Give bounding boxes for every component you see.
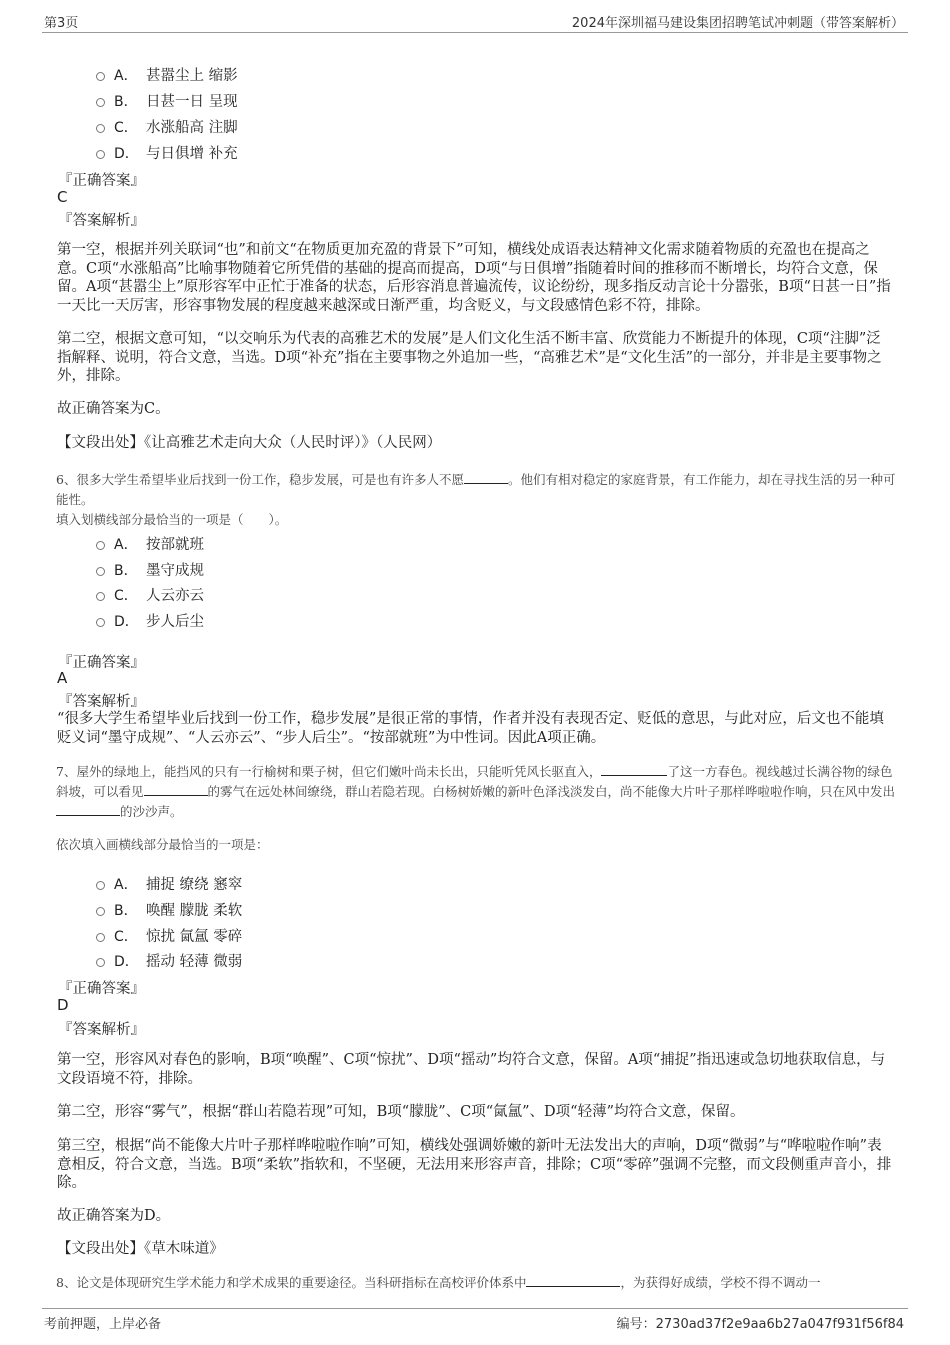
q7-option-c[interactable]: C． 惊扰 氤氲 零碎 [96, 925, 242, 946]
radio-icon[interactable] [96, 150, 105, 159]
q7-answer-label: 『正确答案』 [58, 981, 145, 997]
q6-stem: 6、很多大学生希望毕业后找到一份工作，稳步发展，可是也有许多人不愿 。他们有相对稳定的家庭背景，有工作能力，却在寻找生活的另一种可能性。 [56, 472, 896, 507]
q7-conclusion: 故正确答案为D。 [57, 1208, 171, 1224]
radio-icon[interactable] [96, 592, 105, 601]
q6-prompt: 填入划横线部分最恰当的一项是（ ）。 [56, 512, 288, 527]
radio-icon[interactable] [96, 958, 105, 967]
header-rule [42, 32, 908, 33]
q5-option-c[interactable]: C． 水涨船高 注脚 [96, 116, 238, 137]
q7-source: 【文段出处】《草木味道》 [57, 1241, 224, 1257]
q6-answer: A [57, 669, 68, 687]
q5-conclusion: 故正确答案为C。 [57, 401, 170, 417]
q7-option-b[interactable]: B． 唤醒 朦胧 柔软 [96, 899, 242, 920]
q6-analysis-p1: “很多大学生希望毕业后找到一份工作，稳步发展”是很正常的事情，作者并没有表现否定、贬低的意思，与此对应，后文也不能填贬义词“墨守成规”、“人云亦云”、“步人后尘”。“按部就班”为中性词。因此A项正确。 [57, 711, 884, 746]
q5-option-d[interactable]: D． 与日俱增 补充 [96, 142, 238, 163]
q6-analysis-label: 『答案解析』 [58, 694, 145, 710]
answer-blank [464, 471, 508, 484]
radio-icon[interactable] [96, 567, 105, 576]
radio-icon[interactable] [96, 881, 105, 890]
radio-icon[interactable] [96, 933, 105, 942]
q5-option-b[interactable]: B． 日甚一日 呈现 [96, 90, 238, 111]
answer-blank [144, 783, 208, 796]
radio-icon[interactable] [96, 124, 105, 133]
document-id: 编号：2730ad37f2e9aa6b27a047f931f56f84 [616, 1317, 904, 1332]
q5-option-a[interactable]: A． 甚嚣尘上 缩影 [96, 64, 238, 85]
q5-answer: C [57, 188, 68, 206]
radio-icon[interactable] [96, 98, 105, 107]
q5-analysis-label: 『答案解析』 [58, 213, 145, 229]
radio-icon[interactable] [96, 907, 105, 916]
q7-analysis-p3: 第三空，根据“尚不能像大片叶子那样哗啦啦作响”可知，横线处强调娇嫩的新叶无法发出大的声响，D项“微弱”与“哗啦啦作响”表意相反，符合文意，当选。B项“柔软”指软和，不坚硬，无法用来形容声音，排除；C项“零碎”强调不完整，而文段侧重声音小，排除。 [57, 1138, 892, 1191]
document-title: 2024年深圳福马建设集团招聘笔试冲刺题（带答案解析） [571, 16, 904, 31]
radio-icon[interactable] [96, 72, 105, 81]
q7-answer: D [57, 996, 69, 1014]
radio-icon[interactable] [96, 618, 105, 627]
q7-analysis-p2: 第二空，形容“雾气”，根据“群山若隐若现”可知，B项“朦胧”、C项“氤氲”、D项“轻薄”均符合文意，保留。 [57, 1104, 745, 1120]
q7-analysis-label: 『答案解析』 [58, 1022, 145, 1038]
answer-blank [601, 763, 667, 776]
q6-option-a[interactable]: A． 按部就班 [96, 533, 204, 554]
q6-option-c[interactable]: C． 人云亦云 [96, 584, 204, 605]
q7-option-d[interactable]: D． 摇动 轻薄 微弱 [96, 950, 242, 971]
q5-source: 【文段出处】《让高雅艺术走向大众（人民时评）》（人民网） [57, 435, 442, 451]
footer-rule [42, 1308, 908, 1309]
radio-icon[interactable] [96, 541, 105, 550]
q5-analysis-p2: 第二空，根据文意可知，“以交响乐为代表的高雅艺术的发展”是人们文化生活不断丰富、欣赏能力不断提升的体现，C项“注脚”泛指解释、说明，符合文意，当选。D项“补充”指在主要事物之外追加一些，“高雅艺术”是“文化生活”的一部分，并非是主要事物之外，排除。 [57, 331, 882, 384]
answer-blank [526, 1274, 620, 1287]
page-number: 第3页 [44, 16, 79, 31]
footer-slogan: 考前押题，上岸必备 [44, 1317, 162, 1332]
q5-analysis-p1: 第一空，根据并列关联词“也”和前文“在物质更加充盈的背景下”可知，横线处成语表达精神文化需求随着物质的充盈也在提高之意。C项“水涨船高”比喻事物随着它所凭借的基础的提高而提高，D项“与日俱增”指随着时间的推移而不断增长，均符合文意，保留。A项“甚嚣尘上”原形容军中正忙于准备的状态，后形容消息普遍流传，议论纷纷，现多指反动言论十分嚣张，B项“日甚一日”指一天比一天厉害，形容事物发展的程度越来越深或日渐严重，均含贬义，与文段感情色彩不符，排除。 [57, 242, 891, 314]
q8-stem: 8、论文是体现研究生学术能力和学术成果的重要途径。当科研指标在高校评价体系中 ，为获得好成绩，学校不得不调动一 [56, 1275, 821, 1290]
q7-option-a[interactable]: A． 捕捉 缭绕 窸窣 [96, 873, 242, 894]
q7-stem: 7、屋外的绿地上，能挡风的只有一行榆树和栗子树，但它们嫩叶尚未长出，只能听凭风长驱直入， 了这一方春色。视线越过长满谷物的绿色斜坡，可以看见 的雾气在远处林间缭绕，群山若隐若现。白杨树娇嫩的新叶色泽浅淡发白，尚不能像大片叶子那样哗啦啦作响，只在风中发出的沙沙声。 [56, 764, 896, 819]
q6-option-d[interactable]: D． 步人后尘 [96, 610, 204, 631]
q5-answer-label: 『正确答案』 [58, 173, 145, 189]
q6-option-b[interactable]: B． 墨守成规 [96, 559, 204, 580]
answer-blank [56, 803, 120, 816]
q7-prompt: 依次填入画横线部分最恰当的一项是： [56, 837, 269, 852]
q7-analysis-p1: 第一空，形容风对春色的影响，B项“唤醒”、C项“惊扰”、D项“摇动”均符合文意，保留。A项“捕捉”指迅速或急切地获取信息，与文段语境不符，排除。 [57, 1052, 886, 1087]
q6-answer-label: 『正确答案』 [58, 655, 145, 671]
